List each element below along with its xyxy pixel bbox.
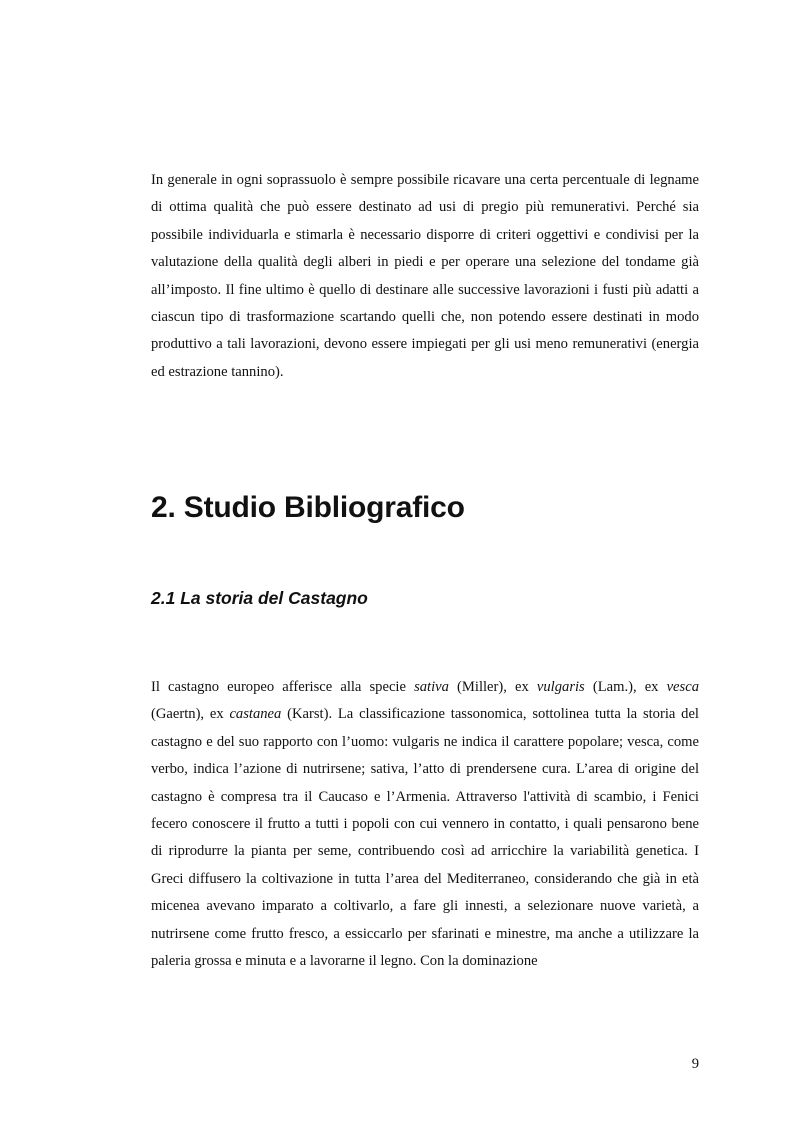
chapter-title: 2. Studio Bibliografico [151,491,465,524]
storia-text-5: (Karst). La classificazione tassonomica, sottolinea tutta la storia del castagno e del suo rapporto con l’uomo: vulgaris ne indica il carattere popolare; vesca, come verbo, indica l’azione di nutrirsene; sativa, l’atto di prendersene cura. L’area di origine del castagno è compresa tra il Caucaso e l’Armenia. Attraverso l'attività di scambio, i Fenici fecero conoscere il frutto a tutti i popoli con cui vennero in contatto, i quali pensarono bene di riprodurre la pianta per seme, contribuendo così ad arricchire la variabilità genetica. I Greci diffusero la coltivazione in tutta l’area del Mediterraneo, considerando che già in età micenea avevano imparato a coltivarlo, a fare gli innesti, a selezionare nuove varietà, a nutrirsene come frutto fresco, a essiccarlo per sfarinati e minestre, ma anche a utilizzare la paleria grossa e minuta e a lavorarne il legno. Con la dominazione [151,706,699,970]
section-title: 2.1 La storia del Castagno [151,588,368,608]
storia-text-2: (Miller), ex [448,679,537,695]
storia-text-4: (Gaertn), ex [151,706,230,723]
species-name-castanea: castanea [229,706,282,723]
storia-text-3: (Lam.), ex [584,679,667,695]
page-number: 9 [691,1056,699,1072]
species-name-vesca: vesca [666,679,699,695]
species-name-vulgaris: vulgaris [536,679,585,695]
intro-paragraph: In generale in ogni soprassuolo è sempre possibile ricavare una certa percentuale di legname di ottima qualità che può essere destinato ad usi di pregio più remunerativi. Perché sia possibile individuarla e stimarla è necessario disporre di criteri oggettivi e condivisi per la valutazione della qualità degli alberi in piedi e per operare una selezione del tondame già all’imposto. Il fine ultimo è quello di destinare alle successive lavorazioni i fusti più adatti a ciascun tipo di trasformazione scartando quelli che, non potendo essere destinati in modo produttivo a tali lavorazioni, devono essere impiegati per gli usi meno remunerativi (energia ed estrazione tannino). [151,172,699,380]
storia-text-1: Il castagno europeo afferisce alla specie [151,679,415,695]
storia-paragraph [151,674,699,975]
species-name-sativa: sativa [414,679,449,695]
